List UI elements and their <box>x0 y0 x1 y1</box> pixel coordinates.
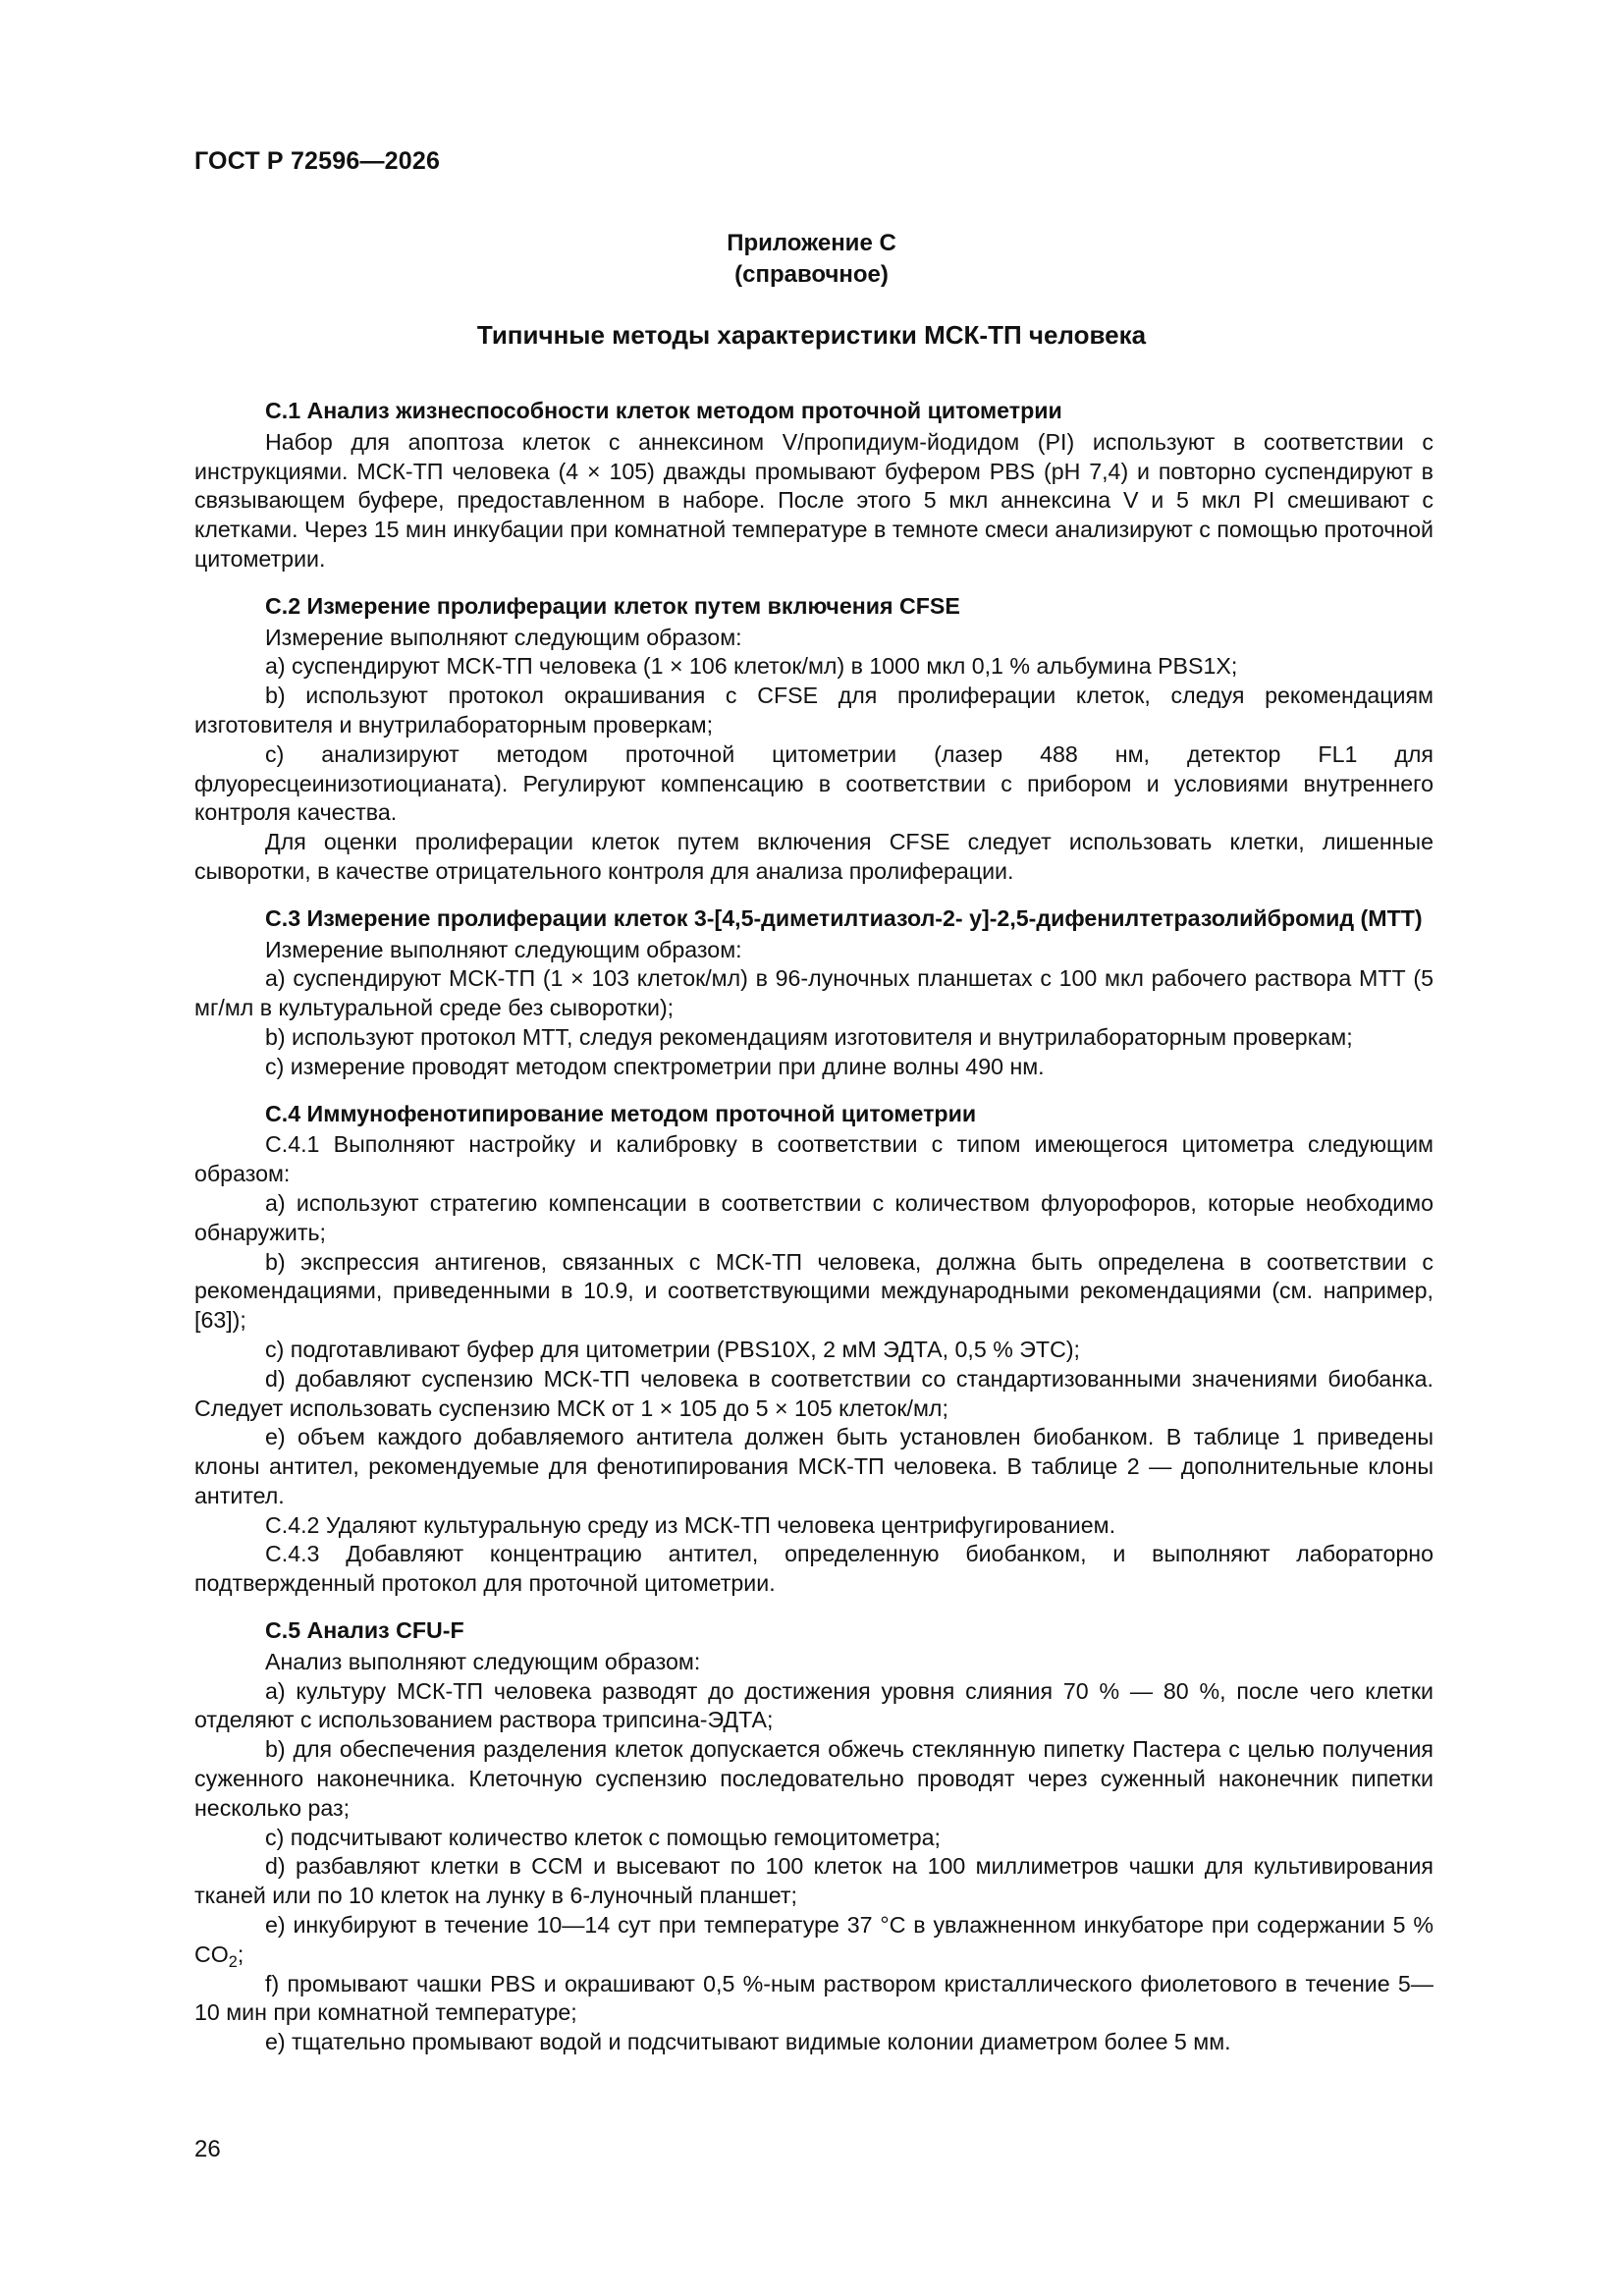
document-body <box>194 397 1434 2057</box>
list-item: c) измерение проводят методом спектрометрии при длине волны 490 нм. <box>265 1053 1045 1079</box>
annex-kind: (справочное) <box>734 261 889 288</box>
section-heading: С.3 Измерение пролиферации клеток 3-[4,5-диметилтиазол-2- у]-2,5-дифенилтетразолийбромид (МТТ) <box>265 904 1423 931</box>
list-item: c) подготавливают буфер для цитометрии (PBS10X, 2 мМ ЭДТА, 0,5 % ЭТС); <box>265 1336 1080 1362</box>
section-heading: С.1 Анализ жизнеспособности клеток методом проточной цитометрии <box>265 398 1062 423</box>
list-item: b) экспрессия антигенов, связанных с МСК-ТП человека, должна быть определена в соответствии с рекомендациями, приведенными в 10.9, и соответствующими международными рекомендациями (см. например, [63]); <box>194 1248 1434 1334</box>
list-item: b) для обеспечения разделения клеток допускается обжечь стеклянную пипетку Пастера с целью получения суженного наконечника. Клеточную суспензию последовательно проводят через суженный наконечник пипетки несколько раз; <box>194 1736 1434 1821</box>
paragraph: Измерение выполняют следующим образом: <box>265 624 742 650</box>
section-heading: С.2 Измерение пролиферации клеток путем включения CFSE <box>265 592 960 619</box>
list-item: c) подсчитывают количество клеток с помощью гемоцитометра; <box>265 1824 941 1850</box>
list-item: a) суспендируют МСК-ТП (1 × 103 клеток/мл) в 96-луночных планшетах с 100 мкл рабочего раствора МТТ (5 мг/мл в культуральной среде без сыворотки); <box>194 965 1434 1021</box>
section-heading: С.4 Иммунофенотипирование методом проточной цитометрии <box>265 1100 977 1126</box>
paragraph: С.4.1 Выполняют настройку и калибровку в соответствии с типом имеющегося цитометра следующим образом: <box>194 1131 1434 1187</box>
list-item: f) промывают чашки PBS и окрашивают 0,5 %-ным раствором кристаллического фиолетового в течение 5—10 мин при комнатной температуре; <box>194 1970 1434 2026</box>
list-item: e) объем каждого добавляемого антитела должен быть установлен биобанком. В таблице 1 приведены клоны антител, рекомендуемые для фенотипирования МСК-ТП человека. В таблице 2 — дополнительные клоны антител. <box>194 1424 1434 1508</box>
list-item: d) разбавляют клетки в ССМ и высевают по 100 клеток на 100 миллиметров чашки для культивирования тканей или по 10 клеток на лунку в 6-луночный планшет; <box>194 1853 1434 1909</box>
document-number: ГОСТ Р 72596—2026 <box>194 147 441 175</box>
list-item-end: ; <box>237 1941 244 1967</box>
list-item: d) добавляют суспензию МСК-ТП человека в соответствии со стандартизованными значениями биобанка. Следует использовать суспензию МСК от 1 × 105 до 5 × 105 клеток/мл; <box>194 1365 1434 1421</box>
paragraph: Для оценки пролиферации клеток путем включения CFSE следует использовать клетки, лишенные сыворотки, в качестве отрицательного контроля для анализа пролиферации. <box>194 829 1434 884</box>
annex-label: Приложение С <box>727 230 896 256</box>
paragraph: С.4.2 Удаляют культуральную среду из МСК-ТП человека центрифугированием. <box>265 1511 1116 1538</box>
list-item: a) используют стратегию компенсации в соответствии с количеством флуорофоров, которые необходимо обнаружить; <box>194 1189 1434 1245</box>
annex-title: Типичные методы характеристики МСК-ТП человека <box>476 320 1147 350</box>
annex-header <box>0 228 1623 291</box>
list-item: a) суспендируют МСК-ТП человека (1 × 106 клеток/мл) в 1000 мкл 0,1 % альбумина PBS1X; <box>265 653 1238 680</box>
paragraph: С.4.3 Добавляют концентрацию антител, определенную биобанком, и выполняют лабораторно подтвержденный протокол для проточной цитометрии. <box>194 1541 1434 1597</box>
list-item <box>194 1911 1434 1970</box>
page-number: 26 <box>194 2136 221 2162</box>
paragraph: Набор для апоптоза клеток с аннексином V/пропидиум-йодидом (PI) используют в соответствии с инструкциями. МСК-ТП человека (4 × 105) дважды промывают буфером PBS (pH 7,4) и повторно суспендируют в связывающем буфере, предоставленном в наборе. После этого 5 мкл аннексина V и 5 мкл PI смешивают с клетками. Через 15 мин инкубации при комнатной температуре в темноте смеси анализируют с помощью проточной цитометрии. <box>194 428 1434 572</box>
list-item: a) культуру МСК-ТП человека разводят до достижения уровня слияния 70 % — 80 %, после чего клетки отделяют с использованием раствора трипсина-ЭДТА; <box>194 1677 1434 1733</box>
list-item-text: e) инкубируют в течение 10—14 сут при температуре 37 °С в увлажненном инкубаторе при содержании 5 % CO <box>194 1912 1434 1967</box>
section-heading: С.5 Анализ CFU-F <box>265 1617 464 1644</box>
list-item: b) используют протокол окрашивания с CFSE для пролиферации клеток, следуя рекомендациям изготовителя и внутрилабораторным проверкам; <box>194 683 1434 738</box>
paragraph: Измерение выполняют следующим образом: <box>265 936 742 962</box>
list-item: b) используют протокол МТТ, следуя рекомендациям изготовителя и внутрилабораторным проверкам; <box>265 1023 1353 1050</box>
co2-subscript: 2 <box>228 1952 238 1971</box>
list-item: c) анализируют методом проточной цитометрии (лазер 488 нм, детектор FL1 для флуоресцеинизотиоцианата). Регулируют компенсацию в соответствии с прибором и условиями внутреннего контроля качества. <box>194 740 1434 826</box>
paragraph: Анализ выполняют следующим образом: <box>265 1648 701 1674</box>
list-item: e) тщательно промывают водой и подсчитывают видимые колонии диаметром более 5 мм. <box>265 2029 1231 2055</box>
